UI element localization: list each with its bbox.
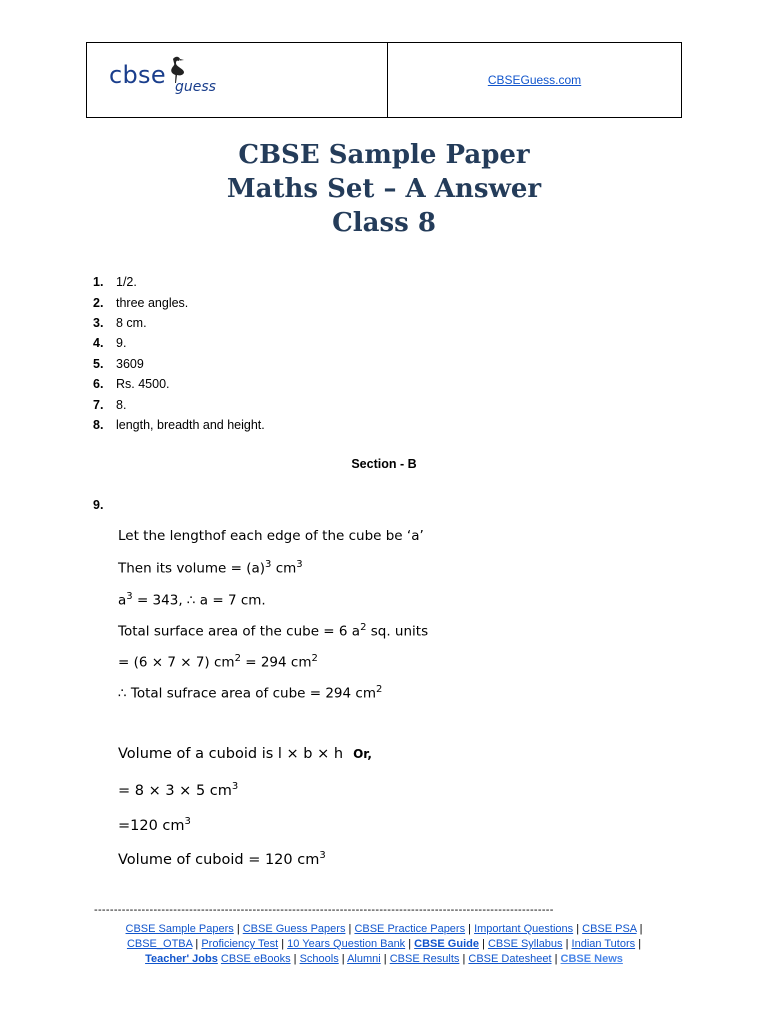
separator: | [293,953,300,965]
answer-item [93,333,265,353]
separator: | [383,953,390,965]
solution-line [118,816,191,834]
separator: | [408,938,415,950]
logo-sub-text: guess [175,79,216,95]
footer-link[interactable]: CBSE eBooks [220,953,291,965]
answer-item [93,394,265,414]
solution-text: Total surface area of the cube = 6 a [118,623,361,640]
exponent: 3 [126,591,133,602]
answer-text: Rs. 4500. [116,377,170,392]
footer-link[interactable]: Proficiency Test [201,938,279,950]
exponent: 3 [265,559,272,570]
answer-text: 3609 [116,356,144,371]
solution-text: Volume of a cuboid is l × b × h [118,746,344,762]
answer-text: 1/2. [116,275,137,290]
footer-link[interactable]: CBSE Guide [414,938,479,950]
separator: | [281,938,288,950]
footer-link[interactable]: Alumni [347,953,381,965]
footer-link[interactable]: CBSE Syllabus [487,938,563,950]
answer-text: 9. [116,336,127,351]
solution-text: sq. units [366,623,429,640]
solution-line [118,684,382,702]
solution-line [118,781,238,799]
separator: | [462,953,469,965]
solution-line [118,591,266,609]
footer-link[interactable]: CBSE_OTBA [126,938,193,950]
separator: | [341,953,348,965]
footer-link[interactable]: 10 Years Question Bank [287,938,406,950]
site-link[interactable]: CBSEGuess.com [487,73,582,87]
exponent: 2 [311,653,318,664]
footer-link[interactable]: CBSE Datesheet [468,953,552,965]
separator: | [236,923,243,935]
exponent: 3 [231,781,239,792]
answer-number: 1. [93,275,104,290]
separator: | [468,923,475,935]
footer-link[interactable]: Teacher' Jobs [145,953,218,965]
solution-text: Volume of cuboid = 120 cm [118,851,320,868]
or-label: Or, [353,747,372,761]
exponent: 2 [360,622,367,633]
answer-number: 5. [93,356,104,371]
separator: | [195,938,202,950]
separator: | [638,938,642,950]
footer-link[interactable]: Schools [299,953,339,965]
footer-link[interactable]: CBSE Sample Papers [125,923,234,935]
separator: | [639,923,643,935]
solution-line [118,528,424,544]
solution-text: Let the lengthof each edge of the cube be ‘a’ [118,528,424,544]
answer-text: three angles. [116,295,189,310]
solution-line [118,746,372,762]
solution-line [118,559,303,577]
solution-line [118,622,428,640]
solution-text: Then its volume = (a) [118,560,266,577]
answer-number: 8. [93,417,104,432]
solution-line [118,653,318,671]
solution-text: =120 cm [118,817,185,834]
separator: | [576,923,583,935]
answer-item [93,313,265,333]
separator: | [348,923,355,935]
logo-main-text: cbse [109,61,166,89]
answer-number: 3. [93,315,104,330]
header-logo-cell [87,43,388,117]
answer-text: 8. [116,397,127,412]
footer-link[interactable]: CBSE Guess Papers [242,923,346,935]
answer-number: 7. [93,397,104,412]
footer-divider: -------------------------------------------------------------------------------------------------------------------- [94,904,554,916]
footer-links-row [0,937,768,952]
answer-item [93,415,265,435]
page-title-line-2: Maths Set – A Answer [226,174,542,204]
page-title-line-1: CBSE Sample Paper [238,140,530,170]
separator: | [565,938,572,950]
solution-text: cm [271,560,297,577]
solution-text: = 8 × 3 × 5 cm [118,782,232,799]
answer-text: length, breadth and height. [116,417,265,432]
section-heading: Section - B [351,457,417,471]
footer-link[interactable]: CBSE Practice Papers [354,923,466,935]
footer-link[interactable]: Indian Tutors [571,938,636,950]
solution-text: ∴ Total sufrace area of cube = 294 cm [118,685,376,702]
footer-links-row [0,922,768,937]
footer-links-row [0,952,768,967]
answer-item [93,292,265,312]
answer-item [93,354,265,374]
exponent: 2 [375,684,383,695]
solution-text: = (6 × 7 × 7) cm [118,654,235,671]
exponent: 3 [184,816,191,827]
header-box [86,42,682,118]
answer-number: 6. [93,377,104,392]
answer-text: 8 cm. [116,315,147,330]
footer-links [0,922,768,967]
solution-text: a [118,592,127,609]
question-number: 9. [93,498,104,512]
separator: | [554,953,561,965]
footer-link[interactable]: Important Questions [474,923,574,935]
answer-number: 4. [93,336,104,351]
header-link-cell [388,43,681,117]
separator: | [482,938,488,950]
footer-link[interactable]: CBSE Results [389,953,460,965]
answer-item [93,374,265,394]
solution-text: = 343, ∴ a = 7 cm. [132,592,266,609]
exponent: 2 [234,653,241,664]
answer-item [93,272,265,292]
answer-number: 2. [93,295,104,310]
exponent: 3 [296,559,303,570]
solution-text: = 294 cm [240,654,312,671]
page-title-line-3: Class 8 [332,208,436,238]
answer-list [93,272,265,435]
solution-line [118,850,326,868]
footer-link[interactable]: CBSE News [560,953,623,965]
exponent: 3 [319,850,326,861]
footer-link[interactable]: CBSE PSA [582,923,637,935]
